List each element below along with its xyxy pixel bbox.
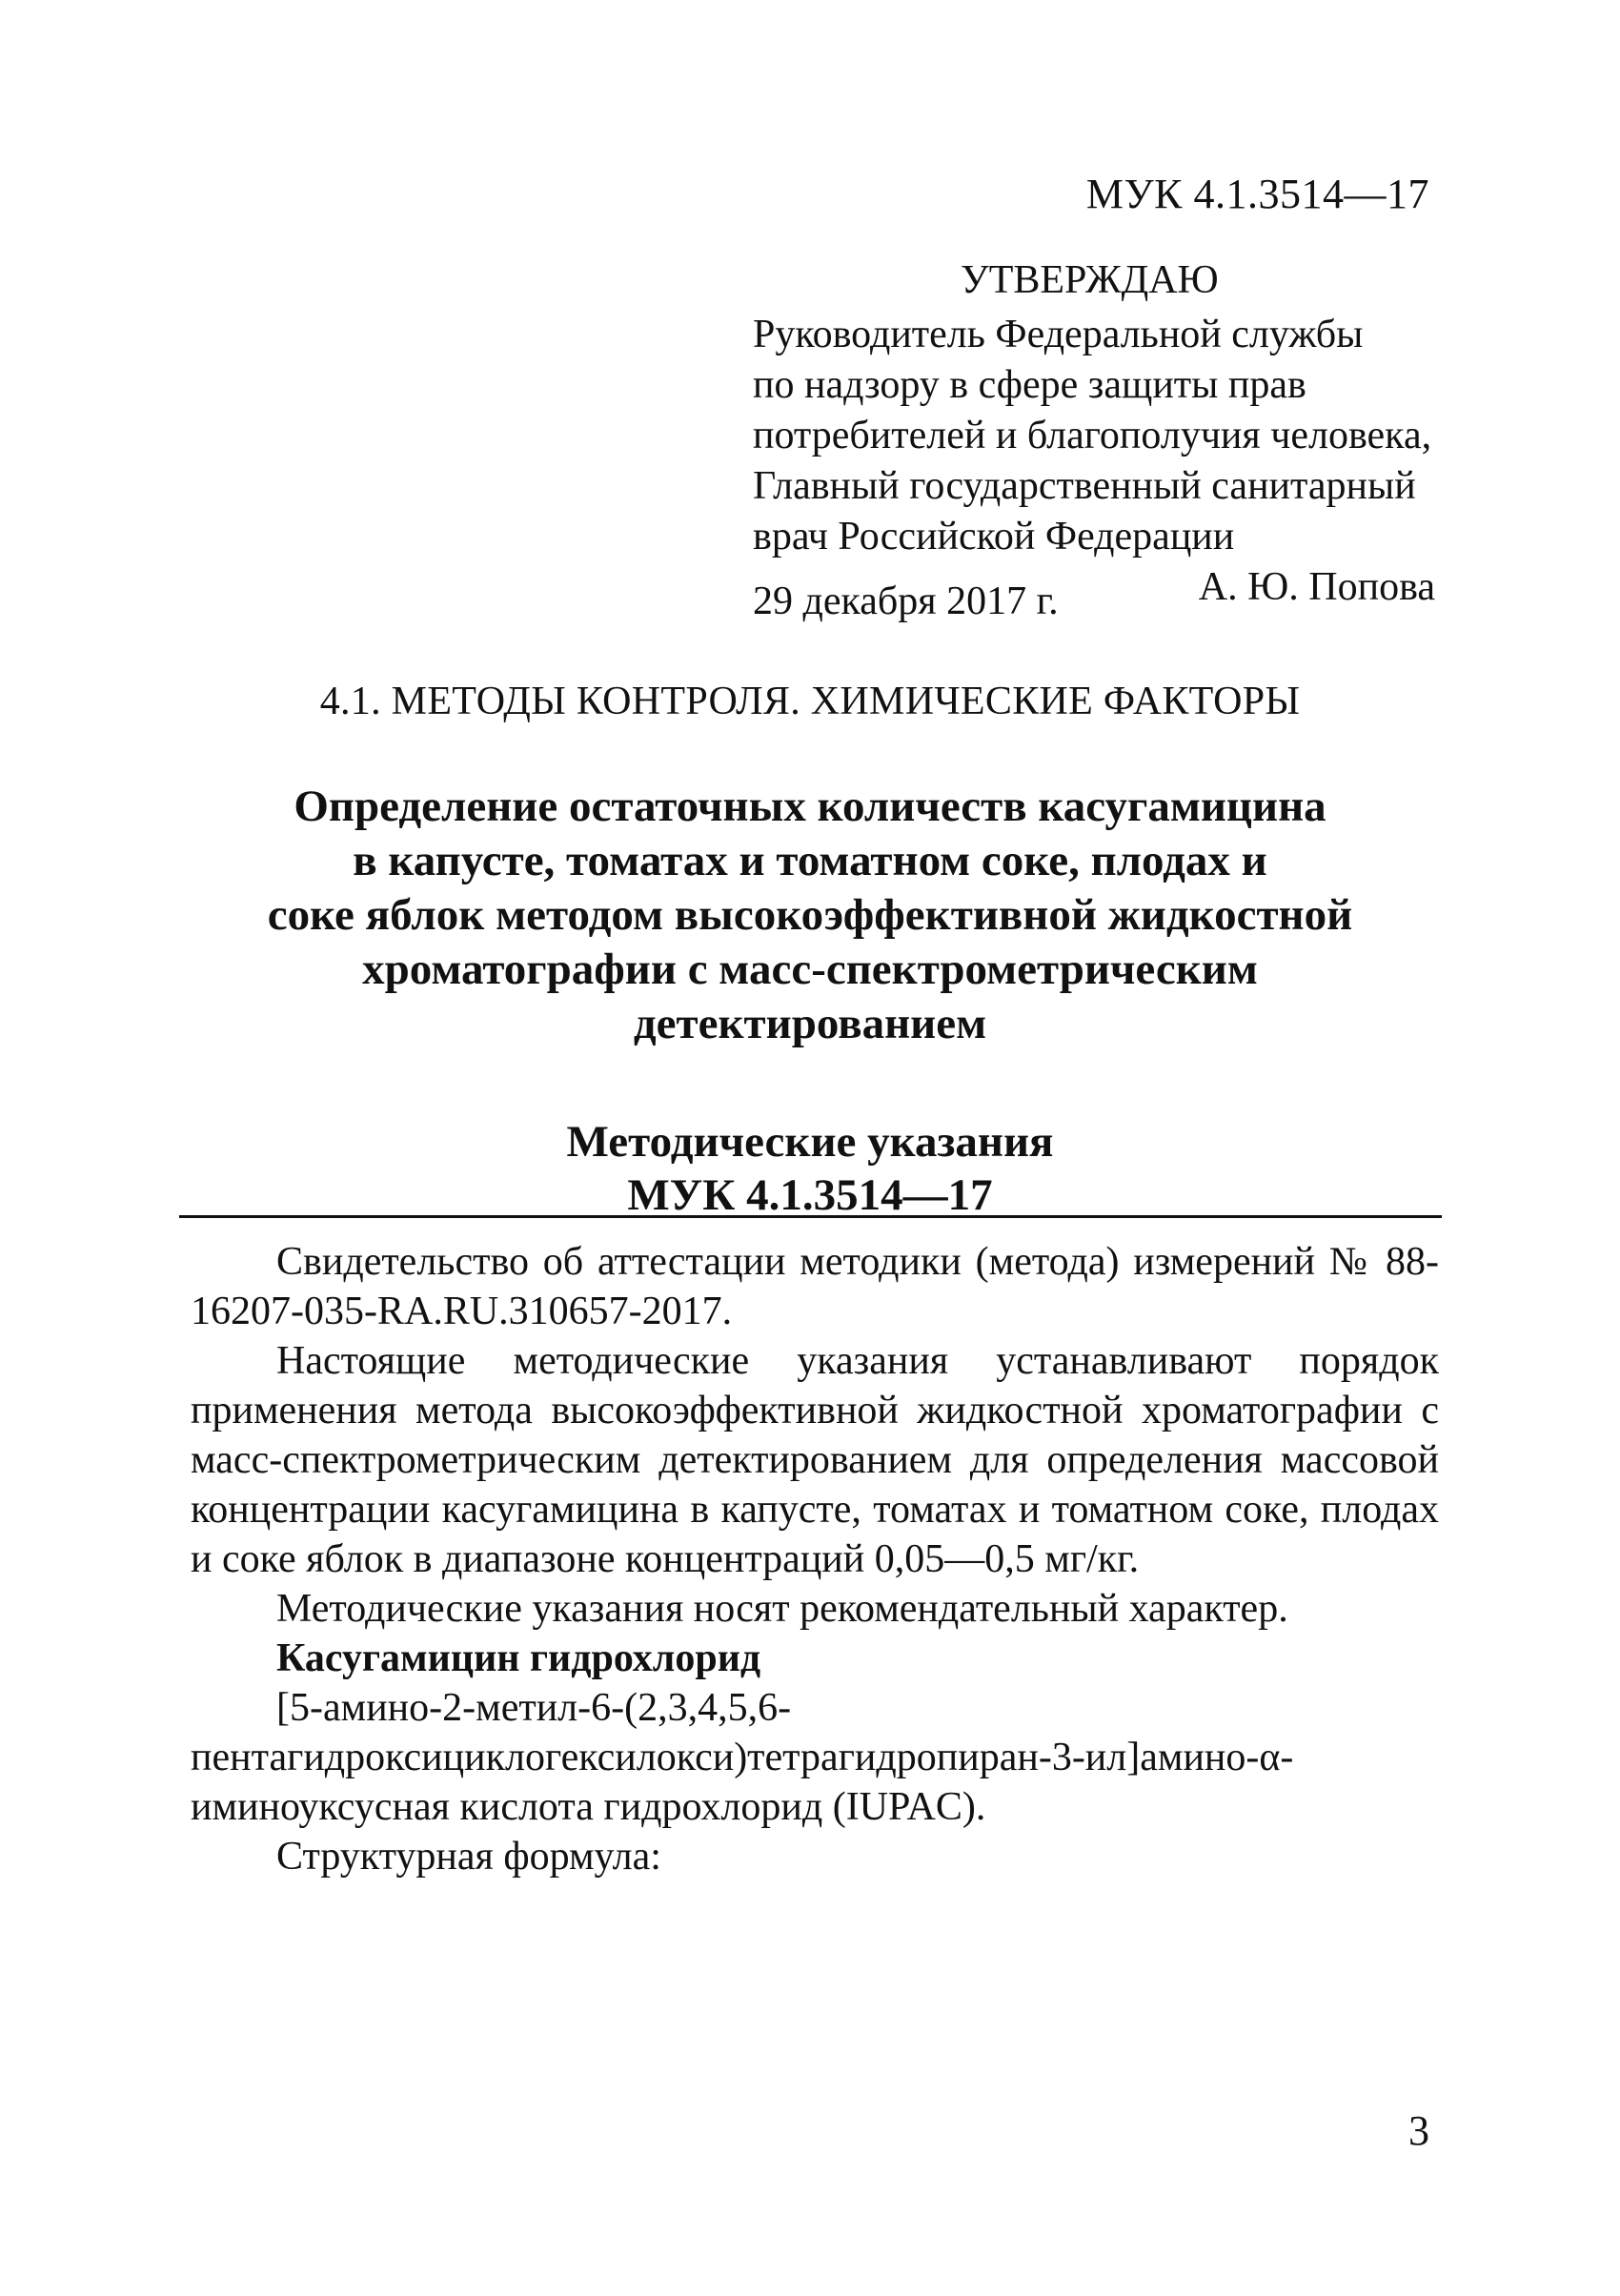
substance-name: Касугамицин гидрохлорид [276, 1636, 761, 1680]
horizontal-rule [179, 1215, 1442, 1218]
recommendation-paragraph: Методические указания носят рекомендательный характер. [276, 1587, 1288, 1631]
guidelines-heading [0, 1115, 1620, 1222]
formula-label: Структурная формула: [276, 1835, 661, 1879]
scope-paragraph: Настоящие методические указания устанавливают порядок применения метода высокоэффективной жидкостной хроматографии с масс-спектрометрическим детектированием для определения массовой концентрации касугамицина в капусте, томатах и томатном соке, плодах и соке яблок в диапазоне концентраций 0,05—0,5 мг/кг. [191, 1339, 1439, 1581]
main-title-line: соке яблок методом высокоэффективной жидкостной [267, 890, 1353, 940]
body-text [191, 1237, 1439, 1881]
approval-line: потребителей и благополучия человека, [753, 414, 1432, 457]
approval-line: Руководитель Федеральной службы [753, 313, 1364, 356]
main-title [0, 780, 1620, 1051]
approval-date: 29 декабря 2017 г. [753, 579, 1059, 623]
page-number: 3 [1408, 2107, 1429, 2154]
main-title-line: хроматографии с масс-спектрометрическим [362, 945, 1258, 994]
main-title-line: в капусте, томатах и томатном соке, плодах и [353, 836, 1267, 885]
iupac-name: [5-амино-2-метил-6-(2,3,4,5,6-пентагидроксициклогексилокси)тетрагидропиран-3-ил]амино-α-иминоуксусная кислота гидрохлорид (IUPAC). [191, 1686, 1294, 1829]
guidelines-code: МУК 4.1.3514—17 [627, 1170, 993, 1220]
approval-line: врач Российской Федерации [753, 515, 1235, 559]
guidelines-label: Методические указания [566, 1117, 1054, 1167]
certificate-paragraph: Свидетельство об аттестации методики (метода) измерений № 88-16207-035-RA.RU.310657-2017. [191, 1240, 1439, 1333]
approval-line: по надзору в сфере защиты прав [753, 363, 1306, 407]
approval-block [753, 255, 1439, 613]
document-code: МУК 4.1.3514—17 [1085, 171, 1429, 217]
section-title: 4.1. МЕТОДЫ КОНТРОЛЯ. ХИМИЧЕСКИЕ ФАКТОРЫ [319, 680, 1301, 723]
main-title-line: детектированием [633, 999, 987, 1048]
approval-title: УТВЕРЖДАЮ [961, 258, 1219, 302]
approval-line: Главный государственный санитарный [753, 464, 1416, 508]
main-title-line: Определение остаточных количеств касугамицина [294, 782, 1326, 831]
approval-signer: А. Ю. Попова [1198, 565, 1435, 609]
